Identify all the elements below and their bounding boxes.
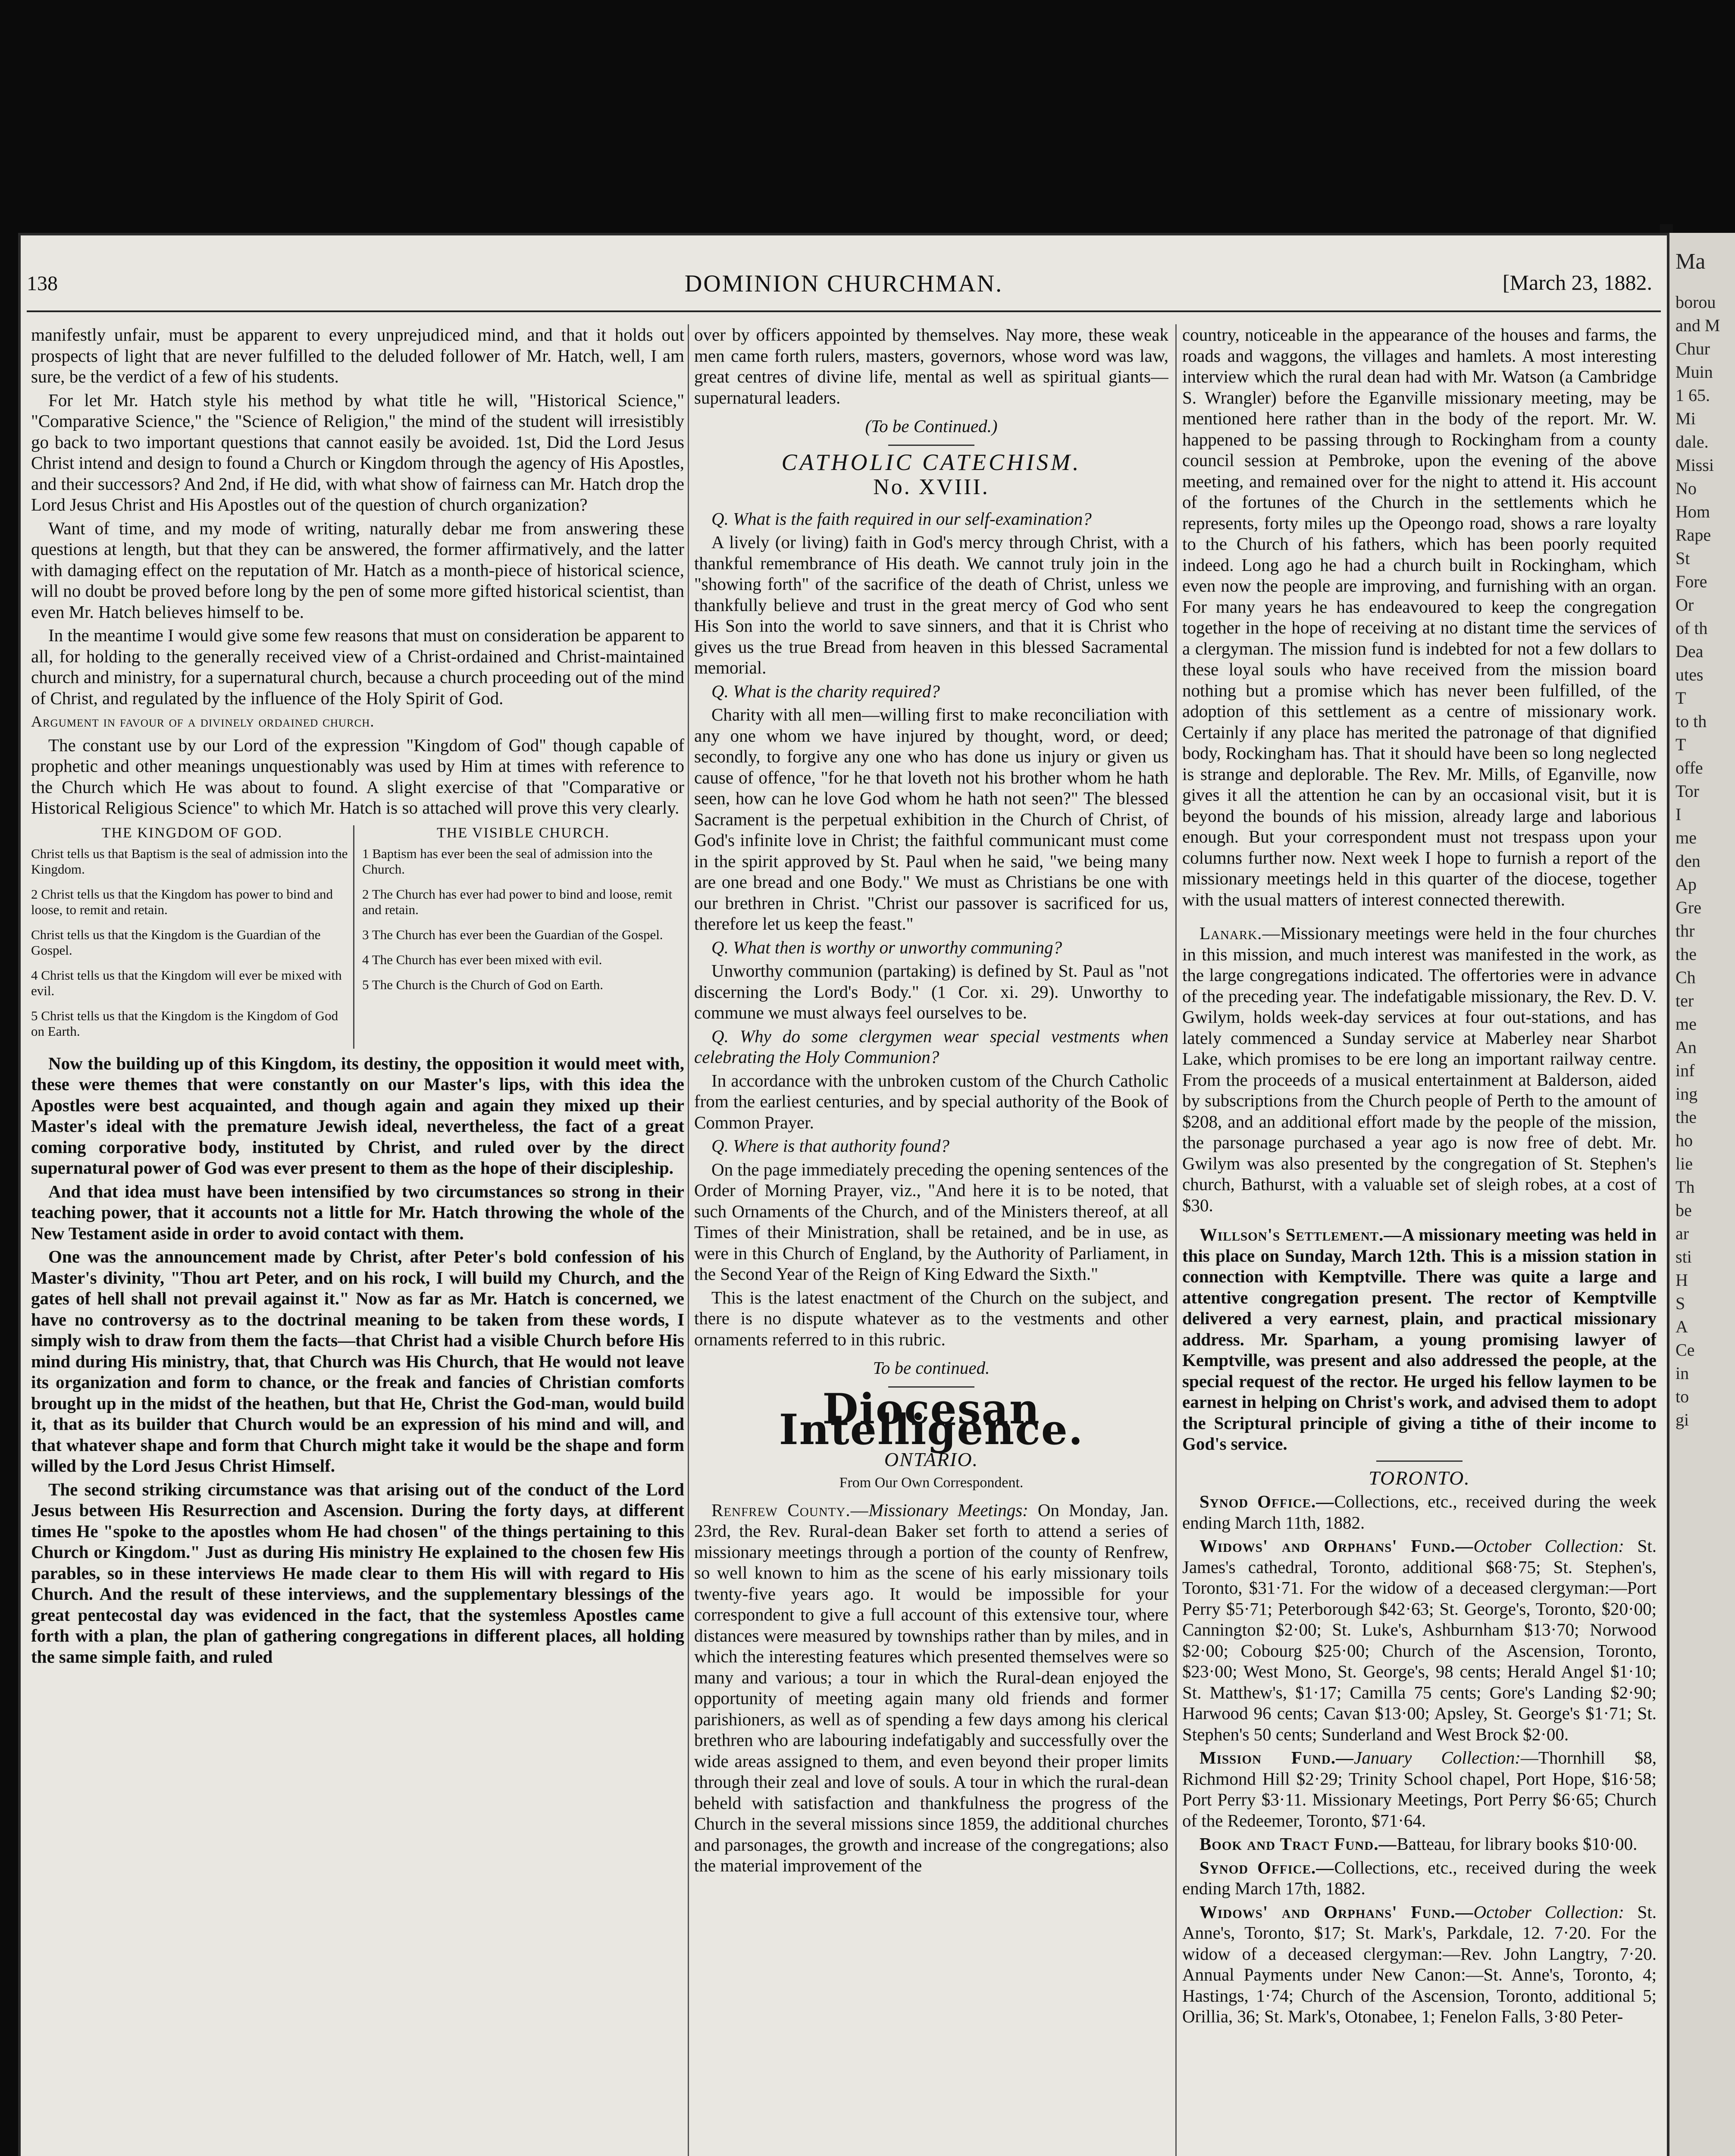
article-paragraph: One was the announcement made by Christ, after Peter's bold confession of his Master's divinity, "Thou art Peter, and on his rock, I will build my Church, and the gates of hell shall not prevail against it." Now as far as Mr. Hatch is concerned, we have no controversy as to the doctrinal meaning to be taken from these words, I simply wish to draw from them the facts—that Christ had a visible Church before His mind during His ministry, that, that Church was His Church, that He would not leave its organization and form to chance, or the freak and fancies of Christian comforts brought up in the midst of the heathen, but that He, Christ the God-man, would build it, that as its builder that Church would be an expression of his mind and will, and that whatever shape and form that Church might take it would be the shape and form willed by the Lord Jesus Christ Himself. (31, 1247, 684, 1476)
toronto-body (1182, 1491, 1657, 2027)
newspaper-page (18, 233, 1669, 2156)
edge-fragment: St (1675, 548, 1690, 568)
fund-label: Synod Office.— (1199, 1857, 1334, 1877)
header-rule (27, 310, 1661, 312)
edge-fragment: to th (1675, 711, 1707, 731)
article-paragraph: And that idea must have been intensified by two circumstances so strong in their teaching power, that it accounts not a little for Mr. Hatch throwing the whole of the New Testament aside in order to avoid contact with them. (31, 1181, 684, 1243)
comparison-table (31, 825, 684, 1049)
kingdom-header: THE KINGDOM OF GOD. (101, 824, 283, 841)
edge-fragment: Chur (1675, 339, 1710, 358)
edge-fragment: Dea (1675, 642, 1704, 661)
edge-fragment: An (1675, 1037, 1697, 1057)
edge-fragment: me (1675, 828, 1697, 847)
article-paragraph: manifestly unfair, must be apparent to every unprejudiced mind, and that it holds out prospects of light that are never fulfilled to the deluded follower of Mr. Hatch, well, I am sure, be the verdict of a few of his students. (31, 325, 684, 386)
edge-fragment: Fore (1675, 572, 1707, 591)
edge-fragment: me (1675, 1014, 1697, 1034)
edge-fragment: ar (1675, 1224, 1689, 1243)
edge-fragment: Or (1675, 595, 1694, 614)
edge-fragment: ing (1675, 1084, 1698, 1103)
visible-church-item: 1 Baptism has ever been the seal of admission into the Church. (362, 846, 653, 877)
diocesan-intelligence-title: Diocesan Intelligence. (779, 1384, 1084, 1454)
edge-fragment: T (1675, 688, 1686, 708)
edge-fragment: Hom (1675, 502, 1710, 521)
edge-fragment: of th (1675, 618, 1708, 638)
visible-church-header: THE VISIBLE CHURCH. (437, 824, 610, 841)
edge-fragment: No (1675, 479, 1697, 498)
article-paragraph (1182, 923, 1657, 1216)
catechism-answer: Unworthy communion (partaking) is defined by St. Paul as "not discerning the Lord's Body." (1 Cor. xi. 29). Unworthy to commune we must always feel ourselves to be. (694, 961, 1168, 1022)
article-paragraph (1182, 1491, 1657, 1533)
edge-fragment: the (1675, 944, 1697, 964)
catechism-question: Q. Why do some clergymen wear special vestments when celebrating the Holy Communion? (694, 1026, 1168, 1067)
article-paragraph (1182, 1857, 1657, 1899)
article-paragraph (1182, 1747, 1657, 1831)
issue-date: [March 23, 1882. (1502, 270, 1652, 295)
edge-fragment: utes (1675, 665, 1704, 684)
column-rule (1175, 324, 1177, 2156)
edge-fragment: inf (1675, 1061, 1695, 1080)
edge-fragment: 1 65. (1675, 385, 1710, 405)
visible-church-item: 3 The Church has ever been the Guardian of the Gospel. (362, 927, 663, 942)
edge-fragment: ho (1675, 1131, 1693, 1150)
bold-passage (31, 1053, 684, 1667)
fund-label: Widows' and Orphans' Fund.— (1199, 1536, 1474, 1556)
article-paragraph: In the meantime I would give some few reasons that must on consideration be apparent to all, for holding to the generally received view of a Christ-ordained and Christ-maintained church and ministry, for a supernatural church, because a church proceeding out of the mind of Christ, and regulated by the influence of the Holy Spirit of God. (31, 625, 684, 708)
next-page-edge (1669, 233, 1735, 2156)
article-paragraph (1182, 1833, 1657, 1855)
collection-label: October Collection: (1473, 1902, 1624, 1922)
report-label: Lanark.— (1199, 923, 1281, 943)
visible-church-item: 4 The Church has ever been mixed with evil. (362, 952, 602, 967)
article-paragraph: The constant use by our Lord of the expression "Kingdom of God" though capable of prophetic and other meanings unquestionably was used by Him at times with reference to the Church which He was about to found. A slight exercise of that "Comparative or Historical Religious Science" to which Mr. Hatch is so attached will prove this very clearly. (31, 735, 684, 818)
edge-fragment: to (1675, 1387, 1689, 1406)
column-rule (688, 324, 689, 2156)
column-2 (694, 324, 1168, 2156)
report-text: Missionary meetings were held in the four churches in this mission, and much interest was manifested in the work, as the large congregations indicated. The offertories were in advance of the preceding year. The indefatigable missionary, the Rev. D. V. Gwilym, holds week-day services at four out-stations, and has lately commenced a Sunday service at Maberley near Sharbot Lake, which promises to be ere long an important railway centre. From the proceeds of a musical entertainment at Balderson, aided by subscriptions from the Church people of Perth to the amount of $208, and an additional effort made by the people of the mission, the parsonage purchased a year ago is now free of debt. Mr. Gwilym was also presented by the congregation of St. Stephen's church, Bathurst, with a valuable set of sleigh robes, at a cost of $30. (1182, 923, 1657, 1215)
edge-fragment: dale. (1675, 432, 1709, 451)
fund-label: Widows' and Orphans' Fund.— (1199, 1902, 1474, 1922)
fund-text: Batteau, for library books $10·00. (1397, 1834, 1638, 1854)
article-paragraph: The second striking circumstance was that arising out of the conduct of the Lord Jesus between His Resurrection and Ascension. During the forty days, at different times He "spoke to the apostles whom He had chosen" of the things pertaining to this Church or Kingdom." Just as during His ministry He explained to the chosen few His parables, so in these interviews He made clear to them His will with regard to His Church. And the result of these interviews, and the supplementary blessings of the great pentecostal day was evidenced in the fact, that the systemless Apostles came forth with a plan, the plan of gathering congregations in different places, all holding the same simple faith, and ruled (31, 1479, 684, 1667)
catechism-answer: This is the latest enactment of the Church on the subject, and there is no dispute whatever as to the vestments and other ornaments referred to in this rubric. (694, 1287, 1168, 1349)
edge-fragment: Tor (1675, 781, 1699, 801)
kingdom-item: 4 Christ tells us that the Kingdom will ever be mixed with evil. (31, 967, 342, 998)
edge-fragment: and M (1675, 316, 1720, 335)
continued-note: (To be Continued.) (865, 416, 998, 436)
kingdom-column (31, 825, 353, 1049)
catechism-answer: On the page immediately preceding the opening sentences of the Order of Morning Prayer, viz., "And here it is to be noted, that such Ornaments of the Church, and of the Ministers thereof, at all Times of their Ministration, shall be retained, and be in use, as were in this Church of England, by the Authority of Parliament, in the Second Year of the Reign of King Edward the Sixth." (694, 1159, 1168, 1284)
edge-fragment: thr (1675, 921, 1695, 940)
edge-fragment: Missi (1675, 455, 1714, 475)
correspondent-note: From Our Own Correspondent. (839, 1475, 1024, 1491)
edge-fragment: gi (1675, 1410, 1689, 1429)
edge-fragment: H (1675, 1270, 1688, 1290)
catechism-body (694, 508, 1168, 1350)
catechism-question: Q. What is the charity required? (711, 681, 940, 701)
catechism-title: CATHOLIC CATECHISM. (781, 449, 1081, 475)
article-paragraph: over by officers appointed by themselves. Nay more, these weak men came forth rulers, masters, governors, whose word was law, great centres of divine life, mental as well as spiritual giants—supernatural leaders. (694, 325, 1168, 407)
visible-church-column (353, 825, 684, 1049)
article-paragraph (694, 1500, 1168, 1876)
fund-label: Synod Office.— (1199, 1492, 1334, 1511)
continued-note: To be continued. (873, 1358, 990, 1378)
masthead: DOMINION CHURCHMAN. (684, 270, 1003, 297)
edge-fragment: Ma (1675, 249, 1706, 274)
kingdom-item: 2 Christ tells us that the Kingdom has power to bind and loose, to remit and retain. (31, 886, 333, 917)
catechism-question: Q. What is the faith required in our self-examination? (711, 508, 1092, 529)
edge-fragment: den (1675, 851, 1701, 871)
fund-text: Collections, etc., received during the week ending March 17th, 1882. (1182, 1857, 1657, 1898)
catechism-answer: Charity with all men—willing first to make reconciliation with any one whom we have injured by thought, word, or deed; secondly, to forgive any one who has done us injury or given us cause of offence, "for he that loveth not his brother whom he hath seen, how can he love God whom he hath not seen?" The blessed Sacrament is the perpetual exhibition in the Church of Christ, of God's infinite love in Christ; the faithful communicant must come in the spirit approved by St. Paul when he said, "we being many are one bread and one Body." We must as Christians be one with our brethren in Christ. "Christ our passover is sacrificed for us, therefore let us keep the feast." (694, 705, 1168, 934)
visible-church-item: 2 The Church has ever had power to bind and loose, remit and retain. (362, 886, 673, 917)
fund-text: Collections, etc., received during the week ending March 11th, 1882. (1182, 1492, 1657, 1532)
catechism-answer: In accordance with the unbroken custom of the Church Catholic from the earliest centuries, and by special authority of the Book of Common Prayer. (694, 1070, 1168, 1132)
collection-label: October Collection: (1473, 1536, 1624, 1556)
kingdom-item: 5 Christ tells us that the Kingdom is the Kingdom of God on Earth. (31, 1008, 338, 1039)
report-sublabel: Missionary Meetings: (868, 1500, 1028, 1520)
article-paragraph: For let Mr. Hatch style his method by what title he will, "Historical Science," "Comparative Science," the "Science of Religion," the mind of the student will irresistibly go back to two important questions that cannot easily be avoided. 1st, Did the Lord Jesus Christ intend and design to found a Church or Kingdom through the agency of His Apostles, and their successors? And 2nd, if He did, with what show of fairness can Mr. Hatch drop the Lord Jesus Christ and His Apostles out of the question of church organization? (31, 390, 684, 514)
column-1 (31, 324, 684, 2156)
edge-fragment: A (1675, 1317, 1688, 1336)
fund-text: —Thornhill $8, Richmond Hill $2·29; Trinity School chapel, Port Hope, $16·58; Port Perry $3·11. Missionary Meetings, Port Perry $6·65; Church of the Redeemer, Toronto, $71·64. (1182, 1748, 1657, 1830)
kingdom-item: Christ tells us that Baptism is the seal of admission into the Kingdom. (31, 846, 348, 877)
ontario-heading: ONTARIO. (884, 1448, 979, 1470)
article-paragraph (1182, 1224, 1657, 1454)
report-label: Willson's Settlement.— (1199, 1225, 1402, 1244)
edge-fragment: T (1675, 735, 1686, 754)
visible-church-item: 5 The Church is the Church of God on Earth. (362, 977, 604, 992)
toronto-heading: TORONTO. (1369, 1467, 1470, 1489)
article-paragraph (1182, 1536, 1657, 1745)
edge-fragment: Muin (1675, 362, 1713, 382)
kingdom-item: Christ tells us that the Kingdom is the Guardian of the Gospel. (31, 927, 321, 958)
edge-fragment: S (1675, 1294, 1685, 1313)
column-3 (1182, 324, 1657, 2156)
edge-fragment: Ap (1675, 874, 1697, 894)
article-paragraph: Now the building up of this Kingdom, its destiny, the opposition it would meet with, these were themes that were constantly on our Master's lips, with this idea the Apostles were best acquainted, and though again and again they mixed up their Master's ideal with the premature Jewish ideal, nevertheless, the fact of a great coming corporative body, instituted by Christ, and ruled over by the direct supernatural power of God was ever present to them as the hope of their discipleship. (31, 1053, 684, 1178)
fund-text: St. Anne's, Toronto, $17; St. Mark's, Parkdale, 12. 7·20. For the widow of a deceased clergyman:—Rev. John Langtry, 7·20. Annual Payments under New Canon:—St. Anne's, Toronto, 4; Hastings, 1·74; Church of the Ascension, Toronto, additional 5; Orillia, 36; St. Mark's, Otonabee, 1; Fenelon Falls, 3·80 Peter- (1182, 1902, 1657, 2026)
fund-label: Book and Tract Fund.— (1199, 1834, 1397, 1854)
report-label: Renfrew County.— (711, 1500, 869, 1520)
page-number: 138 (27, 272, 58, 295)
edge-fragment: the (1675, 1107, 1697, 1127)
catechism-answer: A lively (or living) faith in God's mercy through Christ, with a thankful remembrance of His death. We cannot truly join in the "showing forth" of the sacrifice of the death of Christ, unless we thankfully believe and trust in the great mercy of God who sent His Son into the world to save sinners, and that it is Christ who gives us the true Bread from heaven in this blessed Sacramental memorial. (694, 532, 1168, 677)
article-paragraph: country, noticeable in the appearance of the houses and farms, the roads and waggons, the villages and hamlets. A most interesting interview which the rural dean had with Mr. Watson (a Cambridge S. Wrangler) before the Eganville missionary meeting, may be mentioned here rather than in the body of the report. Mr. W. happened to be passing through to Rockingham from a county council session at Pembroke, upon the evening of the above meeting, and remained over for the night to attend it. His account of the fortunes of the Church in the settlements which he represents, forty miles up the Opeongo road, shows a rare loyalty to the Church of his fathers, which has been poorly requited indeed. Long ago he had a church built in Rockingham, which even now the people are improving, and furnishing with an organ. For many years he has endeavoured to keep the congregation together in the hope of receiving at no distant time the services of a clergyman. The mission fund is indebted for not a few dollars to these loyal souls who have received from the mission board nothing but a promise which has never been fulfilled, of the adoption of this settlement as a centre of missionary work. Certainly if any place has merited the patronage of that dignified body, Rockingham has. That it should have been so long neglected is strange and deplorable. The Rev. Mr. Mills, of Eganville, now gives it all the attention he can by an occasional visit, but it is beyond the bounds of his mission, already large and laborious enough. But your correspondent must not trespass upon your columns further now. Next week I hope to furnish a report of the missionary meetings held in this quarter of the diocese, together with the usual matters of interest connected therewith. (1182, 325, 1657, 909)
edge-fragment: lie (1675, 1154, 1693, 1173)
report-text: A missionary meeting was held in this place on Sunday, March 12th. This is a mission station in connection with Kemptville. There was quite a large and attentive congregation present. The rector of Kemptville delivered a very earnest, plain, and practical missionary address. Mr. Sparham, a young promising lawyer of Kemptville, was present and also addressed the people, at the special request of the rector. He urged his fellow laymen to be earnest in helping on Christ's work, and advised them to adopt the Scriptural principle of giving a tithe of their income to God's service. (1182, 1225, 1657, 1454)
edge-fragment: Th (1675, 1177, 1695, 1197)
edge-fragment: I (1675, 805, 1682, 824)
separator-rule (1376, 1460, 1463, 1462)
edge-fragment: Mi (1675, 409, 1696, 428)
catechism-number: No. XVIII. (873, 475, 990, 499)
edge-fragment: Gre (1675, 898, 1701, 917)
edge-fragment: Ce (1675, 1340, 1695, 1360)
section-heading: Argument in favour of a divinely ordained church. (31, 713, 375, 730)
catechism-question: Q. Where is that authority found? (711, 1136, 949, 1156)
page-header (18, 263, 1669, 310)
article-paragraph: Want of time, and my mode of writing, naturally debar me from answering these questions at length, but that they can be answered, the former affirmatively, and the latter with damaging effect on the reputation of Mr. Hatch as a month-piece of historical science, will no doubt be proved before long by the pen of some more gifted historical scientist, than even Mr. Hatch believes himself to be. (31, 518, 684, 622)
edge-fragment: Ch (1675, 968, 1696, 987)
report-text: On Monday, Jan. 23rd, the Rev. Rural-dean Baker set forth to attend a series of missionary meetings through a portion of the county of Renfrew, so well known to him as the scene of his early missionary toils twenty-five years ago. It would be impossible for your correspondent to give a full account of this extensive tour, where distances were measured by townships rather than by miles, and in which the interesting features which presented themselves were so many and various; a tour in which the Rural-dean enjoyed the opportunity of meeting again many old friends and former parishioners, as well as of spending a few days among his clerical brethren who are labouring indefatigably and successfully over the wide areas assigned to them, and even beyond their proper limits through their zeal and love of souls. A tour in which the rural-dean beheld with satisfaction and thankfulness the progress of the Church in the several missions since 1859, the additional churches and parsonages, the growth and increase of the congregations; also the material improvement of the (694, 1500, 1168, 1875)
edge-fragment: be (1675, 1200, 1692, 1220)
edge-fragment: in (1675, 1363, 1689, 1383)
separator-rule (888, 445, 974, 446)
edge-fragment: offe (1675, 758, 1703, 777)
catechism-question: Q. What then is worthy or unworthy communing? (711, 937, 1062, 957)
edge-fragment: ter (1675, 991, 1694, 1010)
fund-label: Mission Fund.— (1199, 1748, 1354, 1767)
edge-fragment: sti (1675, 1247, 1692, 1266)
article-paragraph (1182, 1902, 1657, 2027)
collection-label: January Collection: (1354, 1748, 1521, 1767)
fund-text: St. James's cathedral, Toronto, additional $68·75; St. Stephen's, Toronto, $31·71. For the widow of a deceased clergyman:—Port Perry $5·71; Peterborough $42·63; St. George's, Toronto, $20·00; Cannington $2·00; St. Luke's, Ashburnham $13·70; Norwood $2·00; Cobourg $25·00; Church of the Ascension, Toronto, $23·00; West Mono, St. George's, 98 cents; Herald Angel $1·10; St. Matthew's, $1·17; Camilla 75 cents; Gore's Landing $2·90; Harwood 96 cents; Cavan $13·00; Apsley, St. George's $1·71; St. Stephen's 50 cents; Sunderland and West Brock $2·00. (1182, 1536, 1657, 1744)
edge-fragment: borou (1675, 292, 1716, 312)
edge-fragment: Rape (1675, 525, 1711, 545)
